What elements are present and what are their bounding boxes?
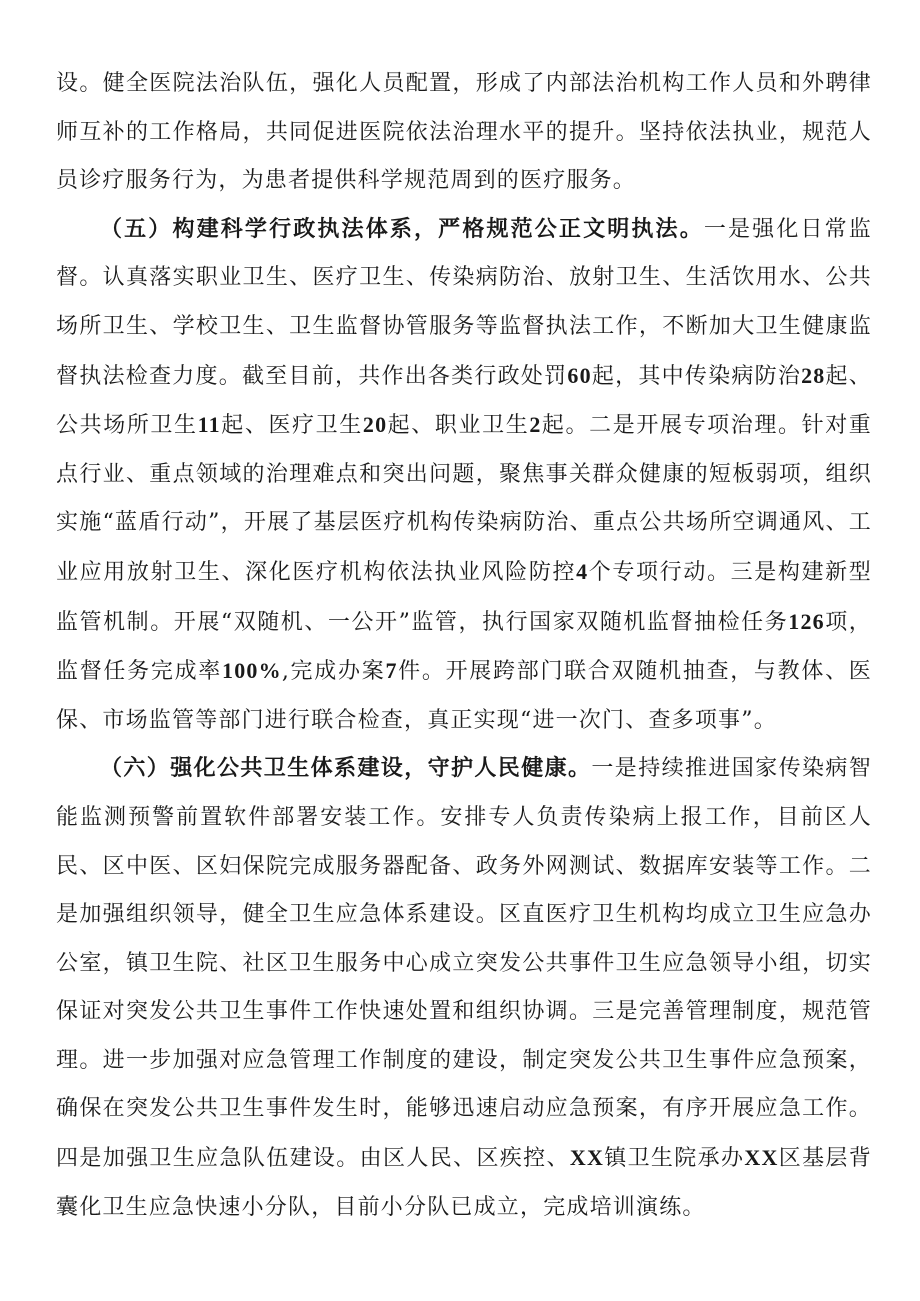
section-heading-6: （六）强化公共卫生体系建设，守护人民健康。 [100,756,592,782]
paragraph-2-text: ,完成办案 [281,659,386,685]
placeholder-district-name: XX [744,1145,779,1171]
inspection-task-count: 126 [788,608,825,634]
penalty-total-count: 60 [567,362,592,388]
paragraph-2-text: 项，监督任务完成率 [56,609,872,685]
public-place-count: 11 [197,412,221,438]
completion-rate: 100% [222,658,282,684]
special-action-count: 4 [576,558,589,584]
paragraph-2-text: 一是强化日常监督。认真落实职业卫生、医疗卫生、传染病防治、放射卫生、生活饮用水、公共场所卫生、学校卫生、卫生监督协管服务等监督执法工作，不断加大卫生健康监督执法检查力度。截至目前，共作出各类行政处罚 [56,216,872,389]
paragraph-2-text: 起、公共场所卫生 [56,363,872,439]
paragraph-2-text: 起。二是开展专项治理。针对重点行业、重点领域的治理难点和突出问题，聚焦事关群众健康的短板弱项，组织实施“蓝盾行动”，开展了基层医疗机构传染病防治、重点公共场所空调通风、工业应用放射卫生、深化医疗机构依法执业风险防控 [56,413,873,585]
paragraph-1-text: 设。健全医院法治队伍，强化人员配置，形成了内部法治机构工作人员和外聘律师互补的工作格局，共同促进医院依法治理水平的提升。坚持依法执业，规范人员诊疗服务行为，为患者提供科学规范周到的医疗服务。 [56,71,872,194]
infectious-disease-count: 28 [801,362,826,388]
section-heading-5: （五）构建科学行政执法体系，严格规范公正文明执法。 [100,216,704,242]
paragraph-2-text: 起，其中传染病防治 [591,363,802,389]
paragraph-3-text: 区基层背囊化卫生应急快速小分队，目前小分队已成立，完成培训演练。 [56,1146,872,1220]
paragraph-2-text: 起、职业卫生 [387,413,530,439]
paragraph-3-text: 一是持续推进国家传染病智能监测预警前置软件部署安装工作。安排专人负责传染病上报工作，目前区人民、区中医、区妇保院完成服务器配备、政务外网测试、数据库安装等工作。二是加强组织领导，健全卫生应急体系建设。区直医疗卫生机构均成立卫生应急办公室，镇卫生院、社区卫生服务中心成立突发公共事件卫生应急领导小组，切实保证对突发公共卫生事件工作快速处置和组织协调。三是完善管理制度，规范管理。进一步加强对应急管理工作制度的建设，制定突发公共卫生事件应急预案，确保在突发公共卫生事件发生时，能够迅速启动应急预案，有序开展应急工作。四是加强卫生应急队伍建设。由区人民、区疾控、 [56,756,873,1172]
paragraph-2-text: 个专项行动。三是构建新型监管机制。开展“双随机、一公开”监管，执行国家双随机监督抽检任务 [56,559,873,635]
case-count: 7 [385,658,398,684]
placeholder-town-name: XX [569,1145,605,1171]
paragraph-2-text: 起、医疗卫生 [220,413,363,439]
paragraph-2 [56,206,872,746]
paragraph-3 [56,745,872,1232]
paragraph-2-text: 件。开展跨部门联合双随机抽查，与教体、医保、市场监管等部门进行联合检查，真正实现“进一次门、查多项事”。 [56,659,872,733]
paragraph-3-text: 镇卫生院承办 [604,1146,745,1172]
medical-count: 20 [362,412,388,438]
paragraph-1 [56,60,872,206]
occupational-count: 2 [529,412,542,438]
